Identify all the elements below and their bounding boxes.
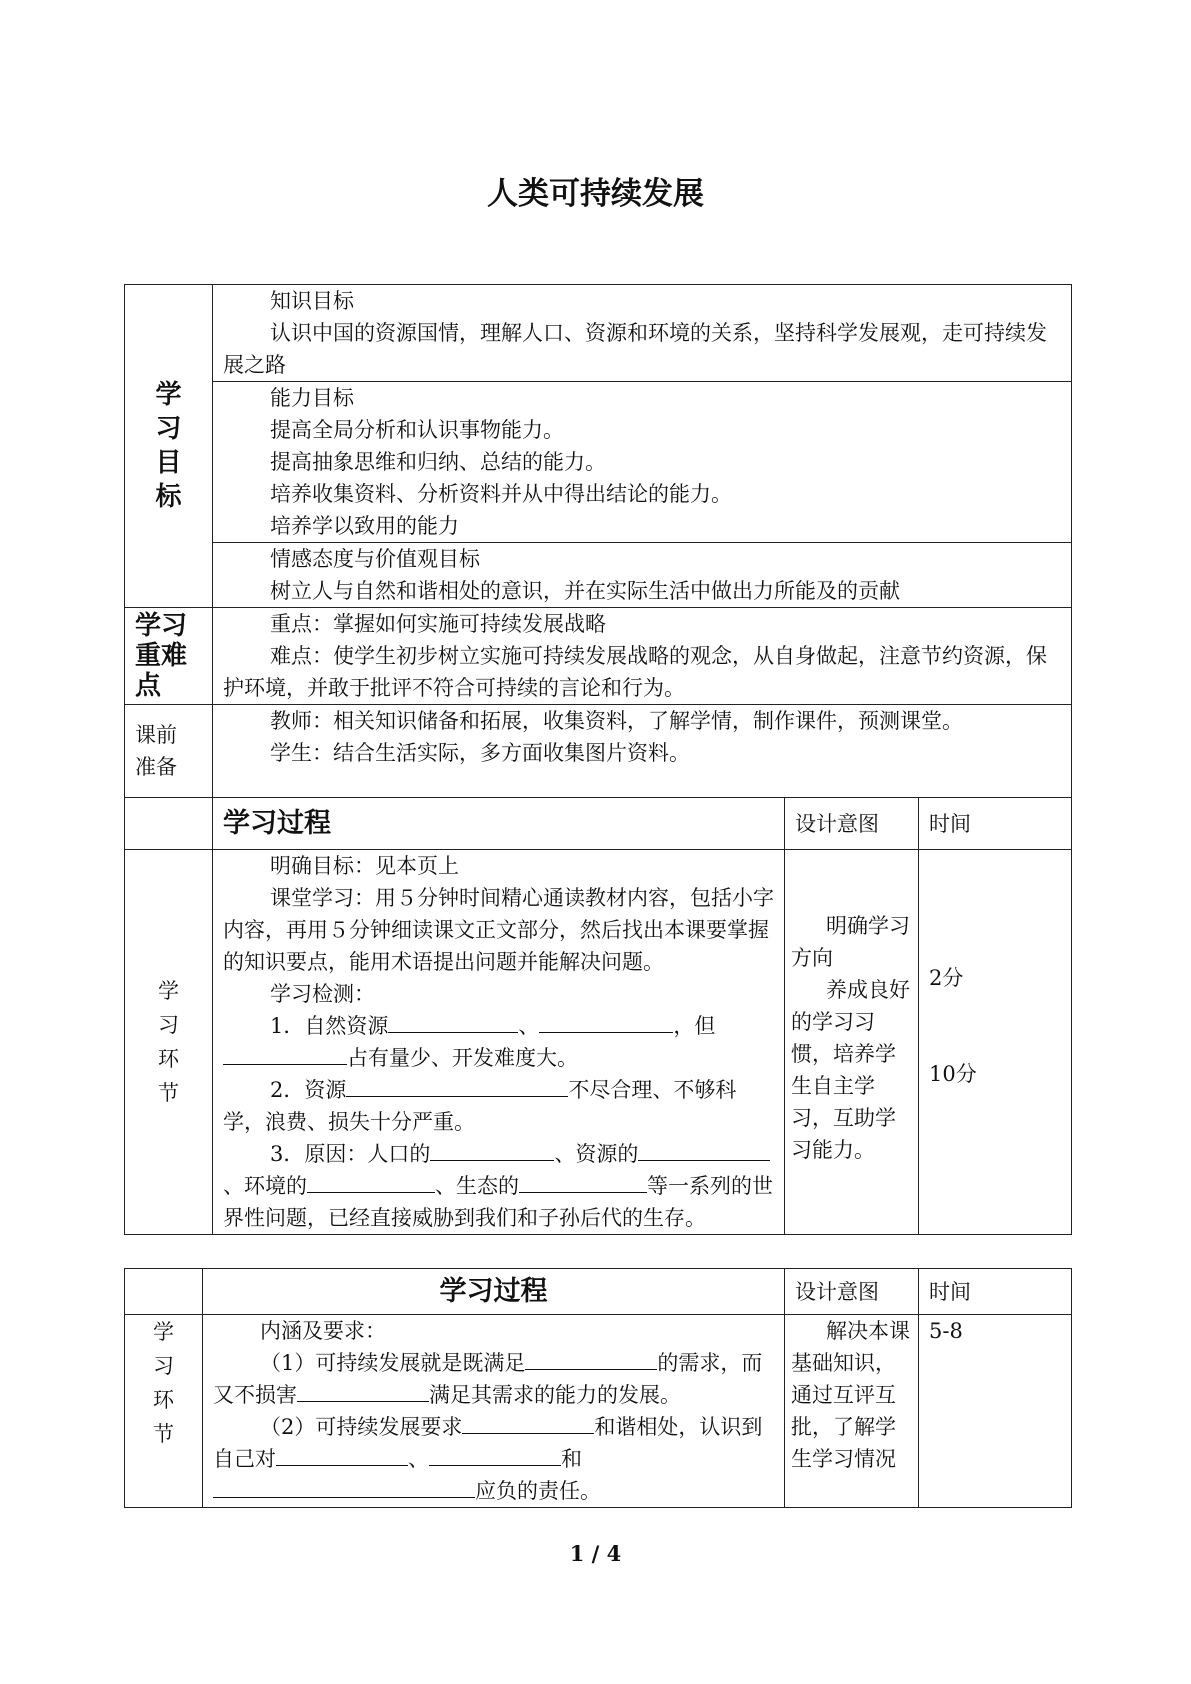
page-number: 1 / 4	[569, 1541, 622, 1566]
prep-row	[125, 705, 1072, 798]
p1-text: 的需求，而又不损害	[213, 1351, 763, 1407]
process-header: 学习过程	[213, 798, 785, 850]
ability-item: 培养收集资料、分析资料并从中得出结论的能力。	[270, 482, 732, 506]
answer-blank[interactable]	[525, 1347, 657, 1370]
time-value: 2分	[929, 966, 964, 990]
requirement-1	[213, 1347, 776, 1411]
goals-ability-row	[125, 382, 1072, 543]
ability-heading: 能力目标	[270, 386, 354, 410]
answer-blank[interactable]	[276, 1443, 408, 1466]
requirement-2	[213, 1411, 776, 1507]
goals-emotion-row	[125, 543, 1072, 608]
q2-tail: 不尽合理、不够科学，浪费、损失十分严重。	[223, 1078, 737, 1134]
q3-tail: 等一系列的世界性问题，已经直接威胁到我们和子孙后代的生存。	[223, 1174, 773, 1230]
answer-blank[interactable]	[307, 1170, 435, 1193]
prep-student: 学生：结合生活实际，多方面收集图片资料。	[270, 741, 690, 765]
q3-text: 3．原因：人口的	[270, 1142, 431, 1166]
section1-row	[125, 850, 1072, 1235]
process-header: 学习过程	[203, 1269, 785, 1315]
prep-teacher: 教师：相关知识储备和拓展，收集资料，了解学情，制作课件，预测课堂。	[270, 709, 963, 733]
intent-header: 设计意图	[785, 1269, 919, 1315]
answer-blank[interactable]	[756, 1138, 770, 1161]
time-value: 10分	[929, 1062, 977, 1086]
page-title: 人类可持续发展	[487, 176, 704, 212]
ability-item: 培养学以致用的能力	[270, 514, 459, 538]
knowledge-heading: 知识目标	[270, 289, 354, 313]
answer-blank[interactable]	[213, 1475, 443, 1498]
intent-text: 明确学习方向	[791, 914, 910, 970]
p2-text: （2）可持续发展要求	[260, 1415, 463, 1439]
intro-line: 内涵及要求：	[260, 1319, 386, 1343]
time-header: 时间	[919, 798, 1072, 850]
question-2	[223, 1074, 776, 1138]
emotion-heading: 情感态度与价值观目标	[270, 547, 480, 571]
answer-blank[interactable]	[388, 1010, 518, 1033]
knowledge-text: 认识中国的资源国情，理解人口、资源和环境的关系，坚持科学发展观，走可持续发展之路	[223, 321, 1047, 377]
section2-label-text: 学习环节	[153, 1320, 174, 1446]
difficult-point: 难点：使学生初步树立实施可持续发展战略的观念，从自身做起，注意节约资源，保护环境，并敢于批评不符合可持续的言论和行为。	[223, 644, 1047, 700]
intent-text: 养成良好的学习习惯，培养学生自主学习，互助学习能力。	[791, 978, 910, 1162]
study-line: 课堂学习：用５分钟时间精心通读教材内容，包括小字内容，再用５分钟细读课文正文部分，然后找出本课要掌握的知识要点，能用术语提出问题并能解决问题。	[223, 886, 774, 974]
time-header: 时间	[919, 1269, 1072, 1315]
answer-blank[interactable]	[297, 1379, 429, 1402]
q1-sep: ，但	[673, 1014, 716, 1038]
intent-text: 解决本课基础知识，通过互评互批，了解学生学习情况	[791, 1319, 910, 1471]
answer-blank[interactable]	[638, 1138, 756, 1161]
q3-sep: 、环境的	[223, 1174, 307, 1198]
answer-blank[interactable]	[430, 1138, 554, 1161]
ability-item: 提高全局分析和认识事物能力。	[270, 418, 564, 442]
section2-row	[125, 1315, 1072, 1508]
p2-text: 和谐相处，认识到自己对	[213, 1415, 763, 1471]
p1-text: （1）可持续发展就是既满足	[260, 1351, 526, 1375]
prep-label	[125, 705, 213, 798]
p2-text: 和	[561, 1447, 582, 1471]
answer-blank[interactable]	[346, 1074, 568, 1097]
answer-blank[interactable]	[539, 1010, 673, 1033]
key-points-label: 学习重难点	[125, 608, 213, 705]
key-point: 重点：掌握如何实施可持续发展战略	[270, 612, 606, 636]
goal-line: 明确目标：见本页上	[270, 854, 459, 878]
emotion-text: 树立人与自然和谐相处的意识，并在实际生活中做出力所能及的贡献	[270, 579, 900, 603]
q1-sep: 、	[518, 1014, 540, 1038]
goals-label	[125, 285, 213, 608]
p1-text: 满足其需求的能力的发展。	[429, 1383, 681, 1407]
q3-sep: 、资源的	[554, 1142, 639, 1166]
goals-knowledge-row	[125, 285, 1072, 382]
p2-text: 应负的责任。	[475, 1479, 601, 1503]
process-header-row	[125, 798, 1072, 850]
lesson-plan-table	[124, 284, 1072, 1235]
answer-blank[interactable]	[223, 1042, 305, 1065]
check-line: 学习检测：	[270, 982, 375, 1006]
q2-text: 2．资源	[270, 1078, 347, 1102]
intent-header: 设计意图	[785, 798, 919, 850]
section2-label	[125, 1315, 203, 1508]
answer-blank[interactable]	[462, 1411, 594, 1434]
q1-text: 1．自然资源	[270, 1014, 389, 1038]
section1-label	[125, 850, 213, 1235]
answer-blank[interactable]	[519, 1170, 647, 1193]
process-header-row-2	[125, 1269, 1072, 1315]
ability-item: 提高抽象思维和归纳、总结的能力。	[270, 450, 606, 474]
q1-tail: 占有量少、开发难度大。	[347, 1046, 578, 1070]
empty-cell	[125, 798, 213, 850]
p2-text: 、	[408, 1447, 429, 1471]
key-points-row	[125, 608, 1072, 705]
question-3	[223, 1138, 776, 1234]
answer-blank[interactable]	[443, 1475, 475, 1498]
section1-label-text: 学习环节	[158, 979, 179, 1105]
q3-sep: 、生态的	[435, 1174, 519, 1198]
question-1	[223, 1010, 776, 1074]
time-value: 5-8	[929, 1319, 963, 1343]
goals-label-text: 学习目标	[155, 380, 182, 512]
lesson-plan-table-2	[124, 1268, 1072, 1508]
empty-cell	[125, 1269, 203, 1315]
answer-blank[interactable]	[429, 1443, 561, 1466]
answer-blank[interactable]	[305, 1042, 347, 1065]
prep-label-text: 课前准备	[135, 723, 177, 779]
